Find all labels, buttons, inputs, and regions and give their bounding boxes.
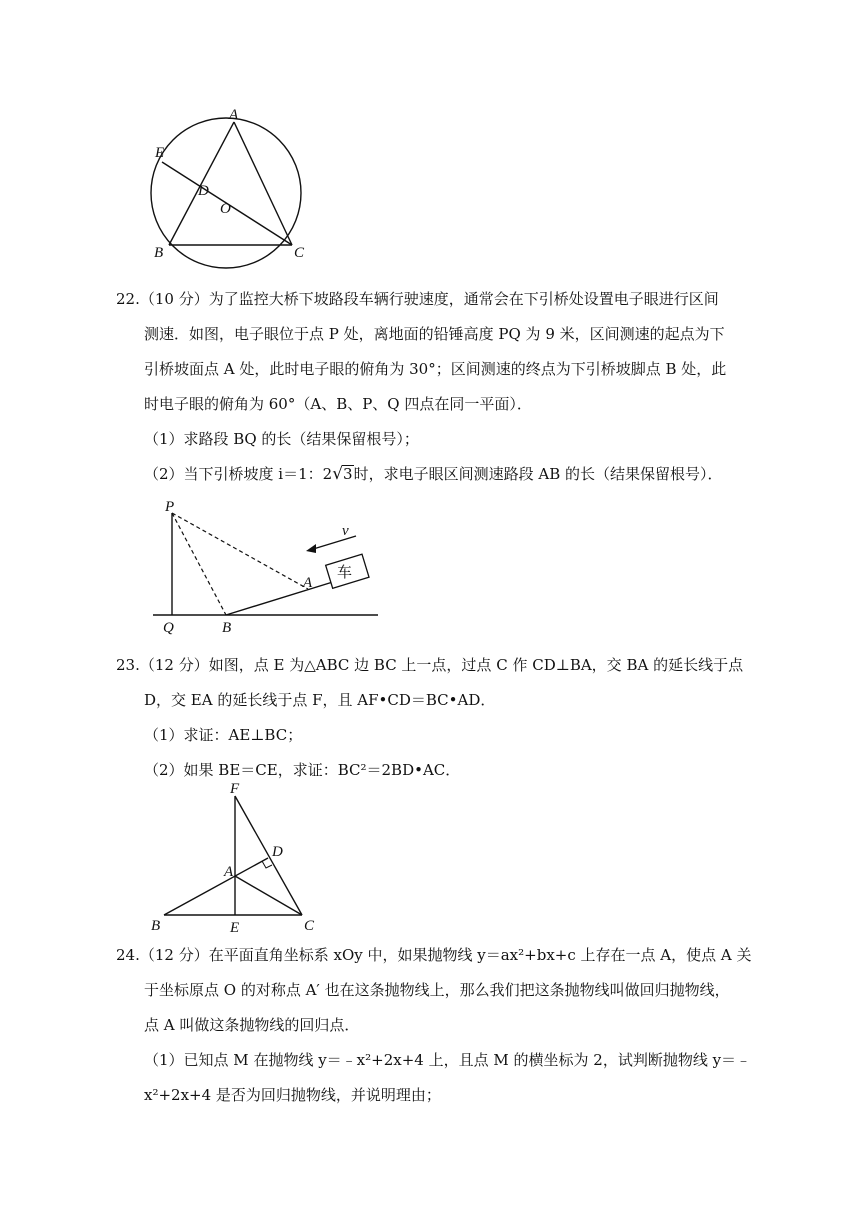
q23-part1: （1）求证：AE⊥BC； — [144, 726, 303, 744]
q24-line1: 24.（12 分）在平面直角坐标系 xOy 中，如果抛物线 y＝ax²+bx+c 上存在一点 A，使点 A 关 — [116, 946, 752, 964]
figure-bridge-slope — [150, 495, 385, 635]
q22-line1: 22.（10 分）为了监控大桥下坡路段车辆行驶速度，通常会在下引桥处设置电子眼进行区间 — [116, 290, 719, 308]
label-a: A — [224, 864, 234, 880]
label-f: F — [230, 781, 240, 797]
label-q: Q — [163, 620, 174, 635]
q24-part1b: x²+2x+4 是否为回归抛物线，并说明理由； — [144, 1086, 441, 1104]
q24-line3: 点 A 叫做这条抛物线的回归点． — [144, 1016, 360, 1034]
q22-line4: 时电子眼的俯角为 60°（A、B、P、Q 四点在同一平面）． — [144, 395, 532, 413]
label-a: A — [303, 575, 313, 591]
label-o: O — [220, 201, 231, 217]
q22-part1: （1）求路段 BQ 的长（结果保留根号）； — [144, 430, 419, 448]
q24-line2: 于坐标原点 O 的对称点 A′ 也在这条抛物线上，那么我们把这条抛物线叫做回归抛物线， — [144, 981, 730, 999]
label-a: A — [229, 107, 239, 123]
figure-triangle-afc — [148, 780, 323, 935]
sqrt-symbol: √ — [332, 464, 344, 484]
q23-line1: 23.（12 分）如图，点 E 为△ABC 边 BC 上一点，过点 C 作 CD⊥BA，交 BA 的延长线于点 — [116, 656, 744, 674]
q24-part1a: （1）已知点 M 在抛物线 y＝﹣x²+2x+4 上，且点 M 的横坐标为 2，试判断抛物线 y＝﹣ — [144, 1051, 752, 1069]
q23-line2: D，交 EA 的延长线于点 F，且 AF•CD＝BC•AD． — [144, 691, 496, 709]
sqrt-radicand: 3 — [343, 465, 353, 483]
label-c: C — [304, 918, 315, 934]
q22-line3: 引桥坡面点 A 处，此时电子眼的俯角为 30°；区间测速的终点为下引桥坡脚点 B 处，此 — [144, 360, 727, 378]
label-d: D — [198, 183, 209, 199]
label-e: E — [230, 920, 240, 935]
car-label: 车 — [337, 565, 353, 581]
q22-line2: 测速．如图，电子眼位于点 P 处，离地面的铅锤高度 PQ 为 9 米，区间测速的起点为下 — [144, 325, 725, 343]
label-e: E — [155, 145, 165, 161]
label-b: B — [154, 245, 164, 261]
label-c: C — [294, 245, 305, 261]
label-p: P — [165, 499, 175, 515]
q22-part2: （2）当下引桥坡度 i＝1：2√3时，求电子眼区间测速路段 AB 的长（结果保留根号）． — [144, 464, 723, 484]
velocity-label: v — [342, 523, 349, 539]
label-b: B — [222, 620, 232, 635]
q23-part2: （2）如果 BE＝CE，求证：BC²＝2BD•AC． — [144, 761, 461, 779]
figure-circle-triangle — [140, 105, 320, 280]
label-d: D — [272, 844, 283, 860]
label-b: B — [151, 918, 161, 934]
